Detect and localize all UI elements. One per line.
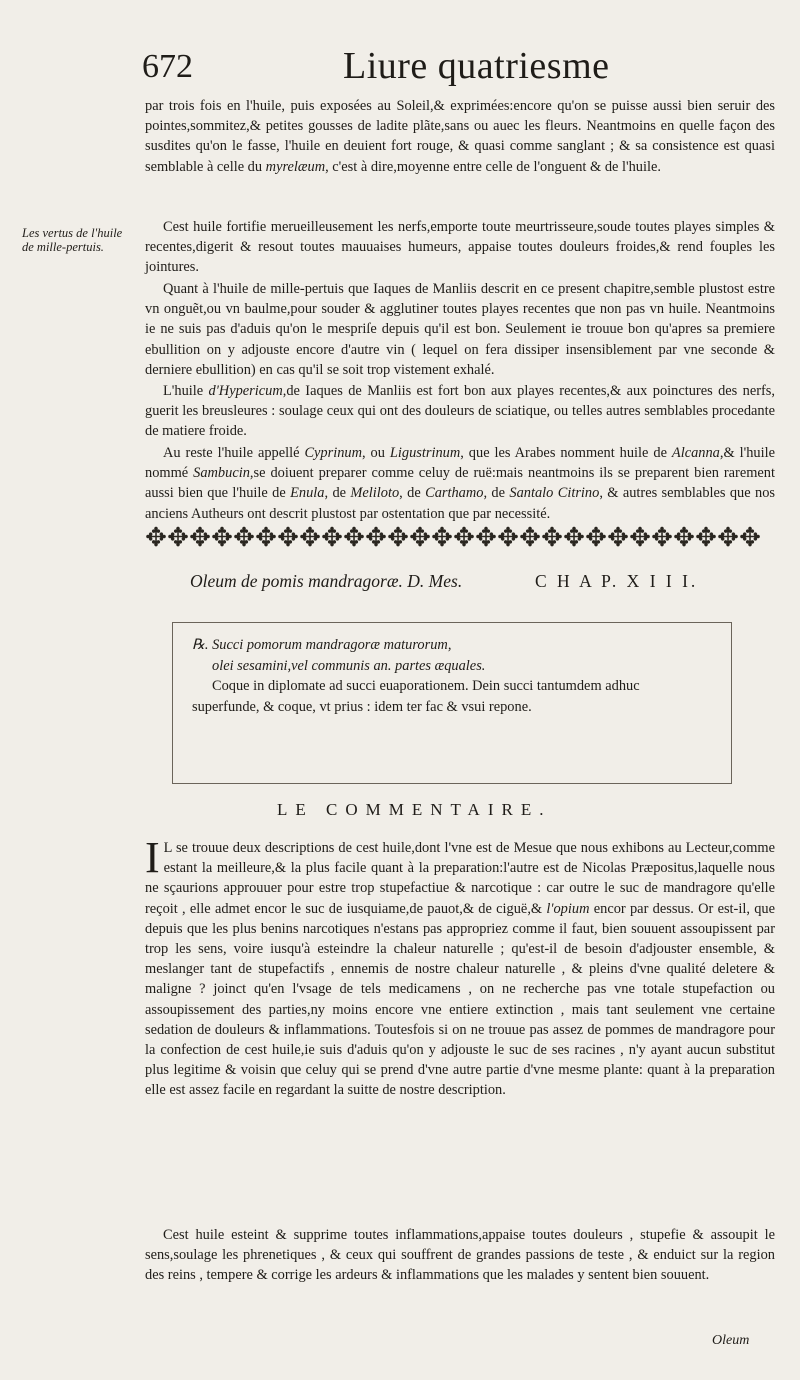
ornament-glyph: ✥ [519, 523, 541, 552]
reste-i: ,se doiuent preparer comme celuy de ruë:mais neantmoins ils se preparent bien rarement aussi bien que l'huile de [145, 465, 775, 502]
recipe-text [192, 635, 707, 717]
intro-paragraph [145, 96, 775, 177]
ornament-glyph: ✥ [651, 523, 673, 552]
paragraph-vertus [145, 217, 775, 278]
reste-sambucin: Sambucin [193, 465, 250, 482]
chapter-title: Oleum de pomis mandragoræ. D. Mes. [190, 571, 463, 591]
ornament-glyph: ✥ [189, 523, 211, 552]
ornament-glyph: ✥ [563, 523, 585, 552]
ornament-glyph: ✥ [277, 523, 299, 552]
reste-meliloto: Meliloto [350, 485, 400, 502]
ornament-glyph: ✥ [211, 523, 233, 552]
ornament-glyph: ✥ [233, 523, 255, 552]
margin-note: Les vertus de l'huile de mille-pertuis. [22, 226, 123, 254]
comment1-c: encor par dessus. Or est-il, que depuis que les plus benins narcotiques n'estans pas appropriez comme il faut, bien souuent assoupissent par trop les sens, voire iusqu'à esteindre la chaleur naturelle ; qu'est-il de besoin d'adjouster ensemble, & meslanger tant de stupefactifs , ennemis de nostre chaleur naturelle , & pleins d'vne qualité deletere & maligne ? joinct qu'en l'vsage de tels medicamens , on ne recherche pas vne totale stupefaction ou assoupissement des parties,ny moins encore vne entiere extinction , mais tant seulement vne certaine sedation de douleurs & inflammations. Toutesfois si on ne trouue pas assez de pommes de mandragore pour la confection de cest huile,ie suis d'aduis qu'on y adjouste le suc de ses racines , n'y ayant aucun substitut plus legitime & voisin que celuy qui se prend d'vne autre partie d'vne mesme plante: quant à la preparation elle est assez facile en regardant la suitte de nostre description. [145, 900, 775, 1099]
paragraph-vertus-text: Cest huile fortifie merueilleusement les nerfs,emporte toute meurtrisseure,soude toutes playes simples & recentes,digerit & resout toutes mauuaises humeurs, appaise toutes douleurs froides,& rend fouples les jointures. [145, 219, 775, 276]
chapter-label: C H A P. X I I I. [535, 571, 699, 591]
reste-k: , de [324, 485, 351, 502]
reste-santalo: Santalo Citrino [509, 485, 600, 502]
ornament-glyph: ✥ [629, 523, 651, 552]
hyper-b: d'Hypericum [208, 383, 283, 399]
intro-line-3: Neantmoins en quelle façon des susdites qu'on le fasse, l'huile en deuient fort rouge, & [145, 118, 775, 155]
ornament-glyph: ✥ [739, 523, 761, 552]
recipe-border-right [731, 623, 732, 783]
reste-enula: Enula [290, 485, 325, 502]
intro-line-1: par trois fois en l'huile, puis exposées au Soleil,& exprimées:encore qu'on se puisse aussi [145, 98, 682, 114]
hyper-a: L'huile [163, 383, 209, 399]
comment-paragraph-1 [145, 833, 775, 1101]
recipe-box [172, 622, 732, 784]
reste-ligustrinum: Ligustrinum [389, 445, 461, 461]
intro-line-4b: , c'est à [325, 158, 368, 175]
ornament-glyph: ✥ [255, 523, 277, 552]
ornament-glyph: ✥ [387, 523, 409, 552]
recipe-border-left [172, 623, 173, 783]
ornament-band [145, 523, 775, 557]
commentaire-heading: LE COMMENTAIRE. [277, 800, 552, 819]
ornament-glyph: ✥ [409, 523, 431, 552]
ornament-glyph: ✥ [717, 523, 739, 552]
paragraph-quant [145, 279, 775, 380]
page-number: 672 [142, 48, 193, 85]
paragraph-hypericum [145, 381, 775, 442]
ornament-glyph: ✥ [673, 523, 695, 552]
reste-c: , ou [362, 445, 390, 461]
reste-a: Au reste l'huile appellé [163, 445, 305, 461]
ornament-glyph: ✥ [695, 523, 717, 552]
paragraph-reste [145, 443, 775, 524]
ornament-glyph: ✥ [145, 523, 167, 552]
ornament-glyph: ✥ [607, 523, 629, 552]
chapter-heading [190, 571, 780, 597]
recipe-line-1: ℞. Succi pomorum mandragoræ maturorum, [192, 637, 452, 653]
ornament-glyph: ✥ [299, 523, 321, 552]
reste-q: , & autres semblables que nos anciens Autheurs ont descrit plustost par ostentation que par necessité. [145, 485, 775, 522]
ornament-glyph: ✥ [497, 523, 519, 552]
comment1-a: L se trouue deux descriptions de cest huile,dont l'vne est de Mesue que nous exhibons au Lecteur,comme estant la meilleure,& la plus facile quant à la preparation:l'autre est de Nicolas Præpositus,laquelle nous ne sçaurions approuuer pour estre trop stupefactiue & narcotique : car outre le suc de mandragore qu'elle reçoit , elle admet encor le suc de iusquiame,de pauot,& de ciguë,& [145, 840, 775, 917]
ornament-glyph: ✥ [431, 523, 453, 552]
recipe-line-2: olei sesamini,vel communis an. partes æquales. [212, 657, 486, 674]
reste-g: ,& l'huile nommé [145, 445, 775, 482]
reste-o: , de [483, 485, 510, 502]
ornament-glyph: ✥ [541, 523, 563, 552]
comment1-opium: l'opium [546, 900, 590, 917]
comment2-text: Cest huile esteint & supprime toutes inflammations,appaise toutes douleurs , stupefie & assoupit le sens,soulage les phrenetiques , & ceux qui souffrent de grandes passions de teste , & enduict sur la region des reins , tempere & corrige les ardeurs & inflammations que les malades y sentent bien souuent. [145, 1227, 775, 1284]
intro-line-5: dire,moyenne entre celle de l'onguent & de l'huile. [370, 158, 661, 175]
reste-carthamo: Carthamo [425, 485, 484, 502]
ornament-glyph: ✥ [475, 523, 497, 552]
ornament-glyph: ✥ [585, 523, 607, 552]
reste-alcanna: Alcanna [671, 445, 720, 461]
running-title: Liure quatriesme [343, 45, 610, 87]
ornament-glyph: ✥ [365, 523, 387, 552]
page-header [0, 40, 800, 90]
hyper-c: ,de Iaques de Manliis est fort bon aux playes recentes,& aux poinctures des nerfs, guerit les breusleures : soulage ceux qui ont des douleurs de sciatique, ou telles autres semblables procedante de matiere froide. [145, 383, 775, 440]
reste-cyprinum: Cyprinum [304, 445, 363, 461]
paragraph-quant-text: Quant à l'huile de mille-pertuis que Iaques de Manliis descrit en ce present chapitre,semble plustost estre vn onguẽt,ou vn baulme,pour souder & agglutiner toutes playes recentes que non pas vn huile. Neantmoins ie ne suis pas d'aduis qu'on le mespriſe depuis qu'il est bon. Seulement ie trouue bon qu'apres sa premiere ebullition on y adjouste encore d'autre vin ( lequel on fera dissiper insensiblement par vne seconde & derniere ebullition) en cas qu'il se soit trop vistement exhalé. [145, 281, 775, 378]
ornament-glyph: ✥ [321, 523, 343, 552]
drop-cap: I [145, 833, 160, 882]
ornament-glyph: ✥ [453, 523, 475, 552]
ornament-glyph: ✥ [343, 523, 365, 552]
intro-line-4a: quasi comme sanglant ; & sa consistence est quasi semblable à celle du [145, 138, 775, 175]
comment-paragraph-2 [145, 1225, 775, 1286]
recipe-body: Coque in diplomate ad succi euaporationem. Dein succi tantumdem adhuc superfunde, & coque, vt prius : idem ter fac & vsui repone. [192, 678, 640, 715]
reste-m: , de [399, 485, 426, 502]
ornament-glyph: ✥ [167, 523, 189, 552]
intro-myrelaeum: myrelæum [265, 158, 326, 175]
catchword: Oleum [712, 1333, 750, 1348]
reste-e: , que les Arabes nomment huile de [460, 445, 672, 461]
intro-line-2: bien seruir des pointes,sommitez,& petites gousses de ladite plãte,sans ou auec les fleurs. [145, 98, 775, 135]
